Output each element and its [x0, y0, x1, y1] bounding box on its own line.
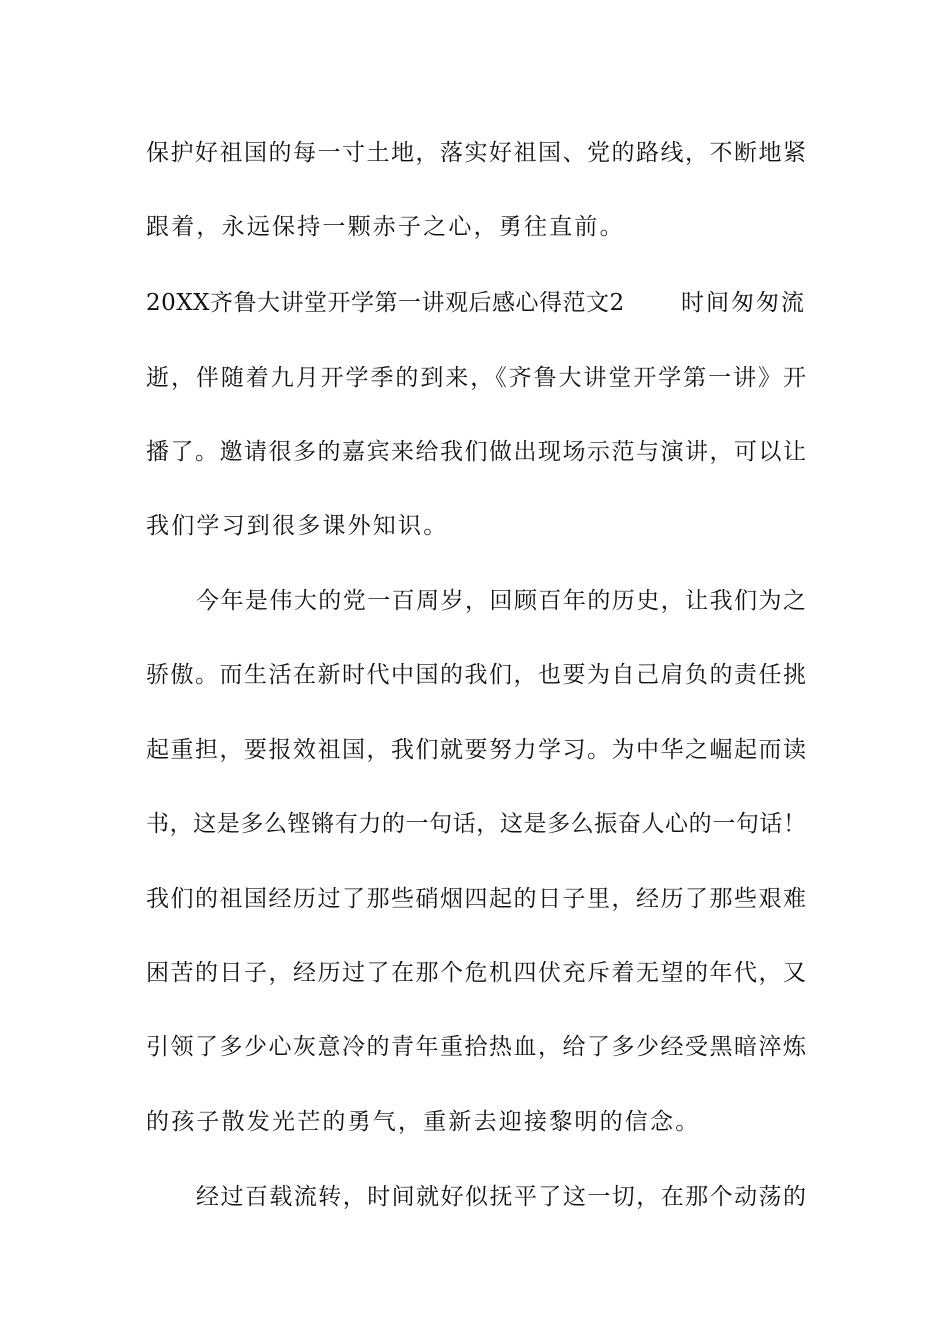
paragraph-line: 的孩子散发光芒的勇气，重新去迎接黎明的信念。 [146, 1109, 701, 1135]
section-title-continuation: 时间匆匆流 [681, 290, 806, 316]
paragraph-line: 引领了多少心灰意冷的青年重拾热血，给了多少经受黑暗淬炼 [146, 1034, 806, 1060]
paragraph-line: 书，这是多么铿锵有力的一句话，这是多么振奋人心的一句话！ [146, 811, 806, 837]
paragraph-line: 经过百载流转，时间就好似抚平了这一切，在那个动荡的 [196, 1184, 806, 1210]
paragraph-line: 我们的祖国经历过了那些硝烟四起的日子里，经历了那些艰难 [146, 886, 806, 912]
paragraph-line: 跟着，永远保持一颗赤子之心，勇往直前。 [146, 214, 625, 240]
paragraph-line: 骄傲。而生活在新时代中国的我们，也要为自己肩负的责任挑 [146, 662, 806, 688]
paragraph-line: 保护好祖国的每一寸土地，落实好祖国、党的路线，不断地紧 [146, 140, 806, 166]
paragraph-line: 困苦的日子，经历过了在那个危机四伏充斥着无望的年代，又 [146, 960, 806, 986]
paragraph-line: 播了。邀请很多的嘉宾来给我们做出现场示范与演讲，可以让 [146, 439, 806, 465]
paragraph-line: 起重担，要报效祖国，我们就要努力学习。为中华之崛起而读 [146, 737, 806, 763]
paragraph-line: 我们学习到很多课外知识。 [146, 513, 449, 539]
section-title: 20XX齐鲁大讲堂开学第一讲观后感心得范文2 [146, 290, 625, 316]
paragraph-line: 逝，伴随着九月开学季的到来，《齐鲁大讲堂开学第一讲》开 [146, 365, 806, 391]
section-heading-line [146, 283, 806, 323]
paragraph-line: 今年是伟大的党一百周岁，回顾百年的历史，让我们为之 [196, 588, 806, 614]
